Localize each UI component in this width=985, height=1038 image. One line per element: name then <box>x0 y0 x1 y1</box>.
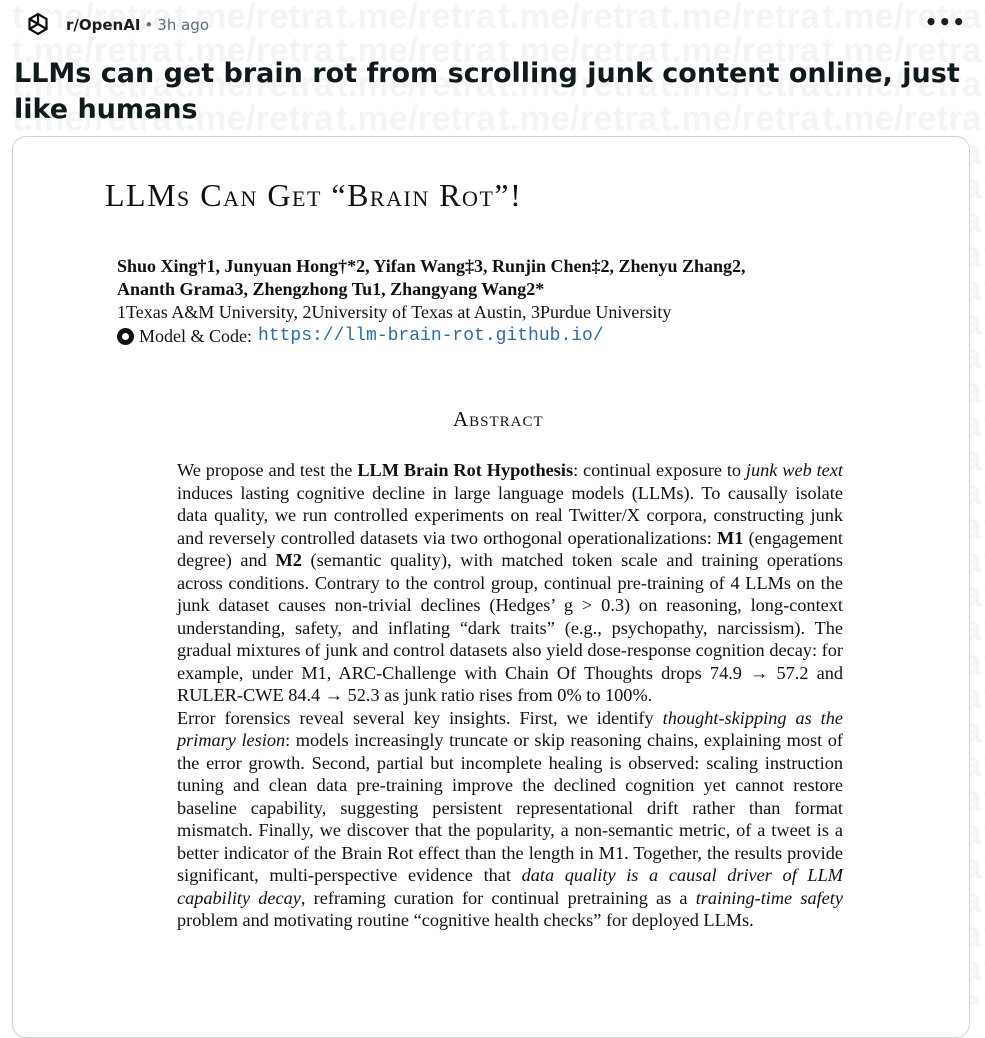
abstract-text: problem and motivating routine “cognitive health checks” for deployed LLMs. <box>177 910 754 930</box>
code-url[interactable]: https://llm-brain-rot.github.io/ <box>258 326 604 346</box>
abstract-text: (engagement degree) and <box>177 527 843 570</box>
authors-line-2: Ananth Grama3, Zhengzhong Tu1, Zhangyang Wang2* <box>117 279 545 299</box>
abstract-paragraph-2 <box>177 707 843 932</box>
abstract-italic: data quality is a causal driver of LLM capability decay <box>177 865 843 908</box>
abstract-text: We propose and test the <box>177 460 358 480</box>
openai-logo-icon[interactable] <box>22 9 54 41</box>
abstract-text: induces lasting cognitive decline in large language models (LLMs). To causally isolate data quality, we run controlled experiments on real Twitter/X corpora, constructing junk and reversely controlled datasets via two orthogonal operationalizations: <box>177 482 843 548</box>
more-horizontal-icon[interactable]: ••• <box>924 10 966 34</box>
abstract-text: : continual exposure to <box>573 460 746 480</box>
abstract-text: , reframing curation for continual pretraining as a <box>300 887 696 908</box>
separator-dot: • <box>144 16 154 34</box>
abstract-italic: junk web text <box>745 460 843 480</box>
abstract-text: Error forensics reveal several key insights. First, we identify <box>177 707 663 728</box>
abstract-italic: thought-skipping as the primary lesion <box>177 707 843 750</box>
paper-authors <box>117 255 837 301</box>
subreddit-link[interactable]: r/OpenAI <box>66 16 141 34</box>
paper-title-text: LLMs Can Get “Brain Rot”! <box>105 177 523 213</box>
abstract-text: (semantic quality), with matched token scale and training operations across conditions. Contrary to the control group, continual pre-training of 4 LLMs on the junk dataset causes non-trivial declines (Hedges’ g > 0.3) on reasoning, long-context understanding, safety, and inflating “dark traits” (e.g., psychopathy, narcissism). The gradual mixtures of junk and control datasets also yield dose-response cognition decay: for example, under M1, ARC-Challenge with Chain Of Thoughts drops 74.9 → 57.2 and RULER-CWE 84.4 → 52.3 as junk ratio rises from 0% to 100%. <box>177 550 843 705</box>
paper-title <box>105 177 522 214</box>
post-header <box>22 8 972 42</box>
code-label: Model & Code: <box>139 326 252 346</box>
abstract-heading-text: Abstract <box>453 407 544 431</box>
abstract-text: : models increasingly truncate or skip reasoning chains, explaining most of the error growth. Second, partial but incomplete healing is observed: scaling instruction tuning and clean data pre-training improve the declined cognition yet cannot restore baseline capability, suggesting persistent representational drift rather than format mismatch. Finally, we discover that the popularity, a non-semantic metric, of a tweet is a better indicator of the Brain Rot effect than the length in M1. Together, the results provide significant, multi-perspective evidence that <box>177 730 843 885</box>
paper-affiliations: 1Texas A&M University, 2University of Texas at Austin, 3Purdue University <box>117 302 672 322</box>
post-timestamp: 3h ago <box>157 16 209 34</box>
abstract-heading <box>453 407 544 432</box>
authors-line-1: Shuo Xing†1, Junyuan Hong†*2, Yifan Wang‡3, Runjin Chen‡2, Zhenyu Zhang2, <box>117 256 746 276</box>
abstract-bold: LLM Brain Rot Hypothesis <box>357 460 574 480</box>
abstract-paragraph-1 <box>177 459 843 707</box>
abstract-body <box>177 459 843 932</box>
abstract-bold: M1 <box>716 527 744 548</box>
paper-image[interactable] <box>12 136 970 1038</box>
code-link-row <box>117 325 604 348</box>
github-icon <box>117 328 134 345</box>
abstract-italic: training-time safety <box>695 887 843 908</box>
post-title[interactable]: LLMs can get brain rot from scrolling junk content online, just like humans <box>14 58 960 125</box>
abstract-bold: M2 <box>275 550 302 570</box>
